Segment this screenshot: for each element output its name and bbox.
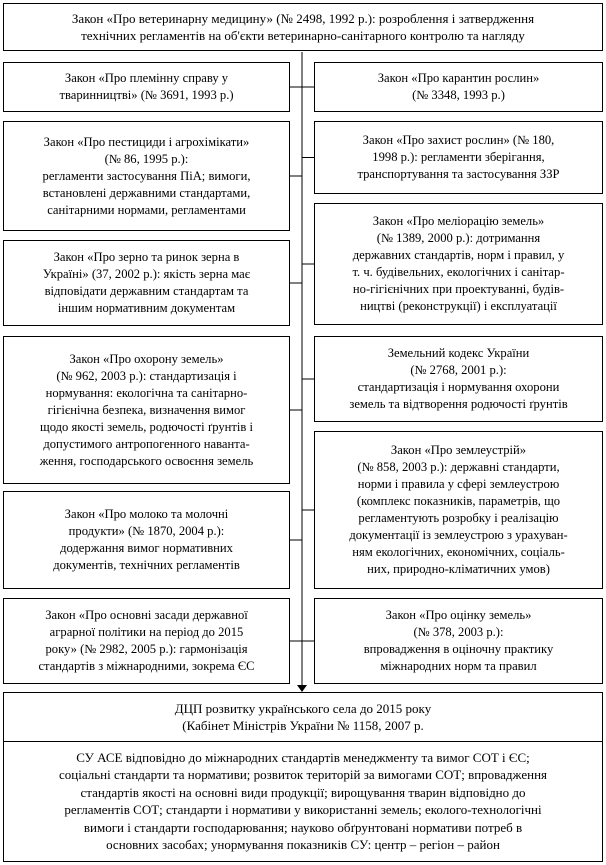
box-text-line: ництві (реконструкції) і експлуатації (360, 299, 557, 313)
box-left-moloko (3, 491, 290, 589)
box-text-line: ням екологічних, економічних, соціаль- (352, 545, 565, 559)
box-text-line: стандартів якості на основні види продукції; вирощування тварин відповідно до (80, 784, 526, 800)
box-text-line: Закон «Про карантин рослин» (377, 71, 540, 85)
box-text-line: них, природно-кліматичних умов) (367, 562, 550, 576)
box-text-line: державних стандартів, норм і правил, у (352, 248, 565, 262)
box-text-line: аграрної політики на період до 2015 (49, 625, 244, 639)
box-text-line: стандартів з міжнародними, зокрема ЄС (38, 659, 255, 673)
box-text-line: впровадження в оціночну практику (363, 642, 554, 656)
box-right-melioratsiia (314, 203, 603, 325)
box-text-line: тваринництві» (№ 3691, 1993 р.) (59, 88, 234, 102)
box-text-line: (Кабінет Міністрів України № 1158, 2007 р. (182, 718, 424, 733)
box-text-line: Закон «Про зерно та ринок зерна в (53, 250, 240, 264)
box-text-line: нормування: екологічна та санітарно- (45, 385, 248, 400)
box-text-line: Закон «Про оцінку земель» (385, 608, 532, 622)
box-text-line: (№ 2768, 2001 р.): (410, 363, 507, 377)
box-text-line: Закон «Про основні засади державної (45, 608, 248, 622)
box-text-line: соціальні стандарти та нормативи; розвиток територій за вимогами СОТ; впровадження (58, 767, 548, 782)
box-text-line: основних засобах; унормування показників СУ: центр – регіон – район (106, 837, 500, 852)
box-text-line: продукти» (№ 1870, 2004 р.): (68, 524, 225, 538)
box-text-line: допустимого антропогенного наванта- (43, 436, 250, 451)
box-text-line: стандартизація і нормування охорони (357, 380, 560, 394)
box-top-vet-medicine (3, 3, 603, 51)
box-text-line: (№ 1389, 2000 р.): дотримання (376, 231, 541, 245)
program-header (4, 693, 602, 742)
box-text-line: (№ 858, 2003 р.): державні стандарти, (357, 460, 560, 474)
box-text-line: СУ АСЕ відповідно до міжнародних стандартів менеджменту та вимог СОТ і ЄС; (76, 749, 530, 765)
box-text-line: Закон «Про молоко та молочні (64, 507, 229, 521)
box-text-line: Україні» (37, 2002 р.): якість зерна має (42, 267, 251, 281)
box-text-line: но-гігієнічних при проектуванні, будів- (352, 282, 565, 296)
box-text-line: ДЦП розвитку українського села до 2015 року (174, 700, 432, 716)
box-text-line: вимоги і стандарти господарювання; науково обґрунтовані нормативи потреб в (83, 819, 523, 835)
box-left-pestytsydy (3, 121, 290, 231)
box-text-line: Закон «Про ветеринарну медицину» (№ 2498, 1992 р.): розроблення і затвердження (71, 10, 535, 26)
box-right-karantyn (314, 62, 603, 112)
box-text-line: встановлені державними стандартами, (42, 185, 251, 200)
box-text-line: Закон «Про охорону земель» (69, 351, 224, 366)
box-text-line: Закон «Про захист рослин» (№ 180, (362, 133, 555, 147)
box-text-line: (№ 962, 2003 р.): стандартизація і (56, 368, 237, 383)
box-text-line: Закон «Про племінну справу у (64, 71, 229, 85)
box-text-line: Земельний кодекс України (387, 346, 530, 360)
box-right-zemleustrii (314, 431, 603, 589)
box-text-line: земель та відтворення родючості ґрунтів (349, 397, 568, 411)
box-text-line: гігієнічна безпека, визначення вимог (47, 402, 246, 417)
box-text-line: т. ч. будівельних, екологічних і санітар- (352, 265, 565, 279)
box-text-line: (комплекс показників, параметрів, що (356, 494, 561, 508)
box-right-zakhyst-roslyn (314, 121, 603, 194)
box-text-line: року» (№ 2982, 2005 р.): гармонізація (45, 642, 248, 656)
box-text-line: Закон «Про меліорацію земель» (372, 214, 545, 228)
box-text-line: регламенти застосування ПіА; вимоги, (42, 168, 251, 183)
box-right-otsinka-zemel (314, 598, 603, 684)
box-left-okhorona-zemel (3, 336, 290, 484)
box-text-line: (№ 378, 2003 р.): (413, 625, 504, 639)
box-left-zerno (3, 240, 290, 326)
box-text-line: відповідати державним стандартам та (44, 284, 249, 298)
box-text-line: санітарними нормами, регламентами (47, 202, 246, 217)
box-right-zemelnyi-kodeks (314, 336, 603, 422)
trunk-arrowhead (297, 685, 307, 692)
box-text-line: документації із землеустрою з урахуван- (349, 528, 568, 542)
box-bottom-program (3, 692, 603, 862)
box-left-pleminna (3, 62, 290, 112)
box-text-line: іншим нормативним документам (57, 301, 236, 315)
box-text-line: ження, господарського освоєння земель (39, 453, 254, 468)
box-text-line: (№ 86, 1995 р.): (104, 151, 189, 166)
box-text-line: документів, технічних регламентів (53, 558, 240, 572)
box-text-line: (№ 3348, 1993 р.) (412, 88, 505, 102)
box-text-line: регламентують розробку і реалізацію (358, 511, 559, 525)
box-text-line: додержання вимог нормативних (60, 541, 233, 555)
box-text-line: щодо якості земель, родючості ґрунтів і (40, 419, 253, 434)
box-text-line: Закон «Про землеустрій» (390, 443, 527, 457)
box-text-line: технічних регламентів на об'єкти ветеринарно-санітарного контролю та нагляду (81, 28, 525, 43)
box-text-line: норми і правила у сфері землеустрою (357, 477, 560, 491)
program-body (4, 741, 602, 861)
box-left-osnovni-zasady (3, 598, 290, 684)
box-text-line: регламентів СОТ; стандарти і нормативи у використанні земель; еколого-технологічні (64, 802, 542, 817)
box-text-line: Закон «Про пестициди і агрохімікати» (43, 134, 250, 149)
box-text-line: міжнародних норм та правил (380, 659, 537, 673)
box-text-line: 1998 р.): регламенти зберігання, (372, 150, 545, 164)
box-text-line: транспортування та застосування ЗЗР (357, 167, 560, 181)
